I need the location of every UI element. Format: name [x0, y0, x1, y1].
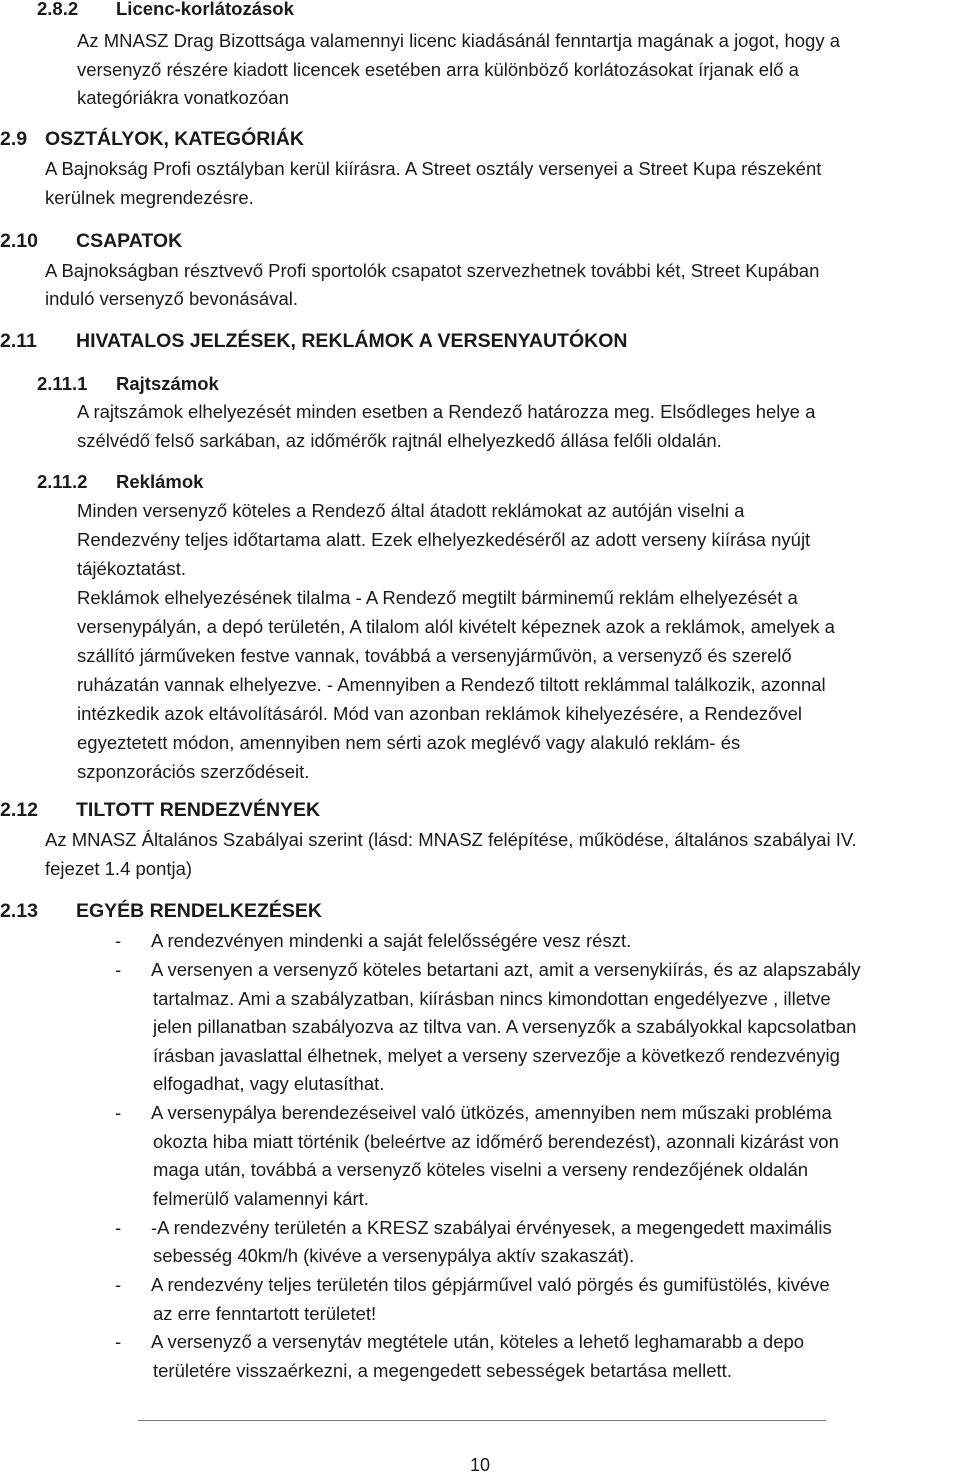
list-item-line: felmerülő valamennyi kárt. [153, 1188, 369, 1209]
paragraph-line: A rajtszámok elhelyezését minden esetben a Rendező határozza meg. Elsődleges helye a [77, 401, 816, 422]
paragraph-line: szponzorációs szerződéseit. [77, 761, 310, 782]
paragraph-line: versenypályán, a depó területén, A tilalom alól kivételt képeznek azok a reklámok, amelyek a [77, 616, 835, 637]
section-2-10-number: 2.10 [0, 230, 38, 252]
list-item-line: maga után, továbbá a versenyző köteles viselni a verseny rendezőjének oldalán [153, 1159, 809, 1180]
bullet-dash: - [115, 1217, 122, 1238]
bullet-dash: - [115, 1274, 122, 1295]
section-2-13-title: EGYÉB RENDELKEZÉSEK [76, 900, 322, 922]
list-item-line: az erre fenntartott területet! [153, 1303, 377, 1324]
list-item-line: okozta hiba miatt történik (beleértve az időmérő berendezést), azonnali kizárást von [153, 1131, 839, 1152]
bullet-dash: - [115, 1331, 122, 1352]
paragraph-line: Az MNASZ Általános Szabályai szerint (lásd: MNASZ felépítése, működése, általános szabályai IV. [45, 829, 857, 850]
section-2-9-title: OSZTÁLYOK, KATEGÓRIÁK [45, 128, 304, 150]
section-2-12-number: 2.12 [0, 799, 38, 821]
section-2-8-2-title: Licenc-korlátozások [116, 0, 294, 19]
section-2-12-title: TILTOTT RENDEZVÉNYEK [76, 799, 321, 821]
list-item-line: A versenypálya berendezéseivel való ütközés, amennyiben nem műszaki probléma [151, 1102, 832, 1123]
list-item-line: A versenyző a versenytáv megtétele után, köteles a lehető leghamarabb a depo [151, 1331, 805, 1352]
section-2-9-number: 2.9 [0, 128, 28, 150]
section-2-11-1-number: 2.11.1 [37, 373, 88, 394]
list-item-line: -A rendezvény területén a KRESZ szabályai érvényesek, a megengedett maximális [151, 1217, 832, 1238]
paragraph-line: Az MNASZ Drag Bizottsága valamennyi licenc kiadásánál fenntartja magának a jogot, hogy a [77, 30, 841, 51]
section-2-11-2-title: Reklámok [116, 471, 204, 492]
section-2-13-number: 2.13 [0, 900, 38, 922]
paragraph-line: kategóriákra vonatkozóan [77, 87, 289, 108]
paragraph-line: A Bajnokság Profi osztályban kerül kiírásra. A Street osztály versenyei a Street Kupa részeként [45, 158, 822, 179]
paragraph-line: Minden versenyző köteles a Rendező által átadott reklámokat az autóján viselni a [77, 500, 745, 521]
list-item-line: sebesség 40km/h (kivéve a versenypálya aktív szakaszát). [153, 1245, 635, 1266]
list-item-line: tartalmaz. Ami a szabályzatban, kiírásban nincs kimondottan engedélyezve , illetve [153, 988, 831, 1009]
paragraph-line: szélvédő felső sarkában, az időmérők rajtnál elhelyezkedő állása felőli oldalán. [77, 430, 722, 451]
section-2-11-number: 2.11 [0, 330, 37, 352]
section-2-10-title: CSAPATOK [76, 230, 183, 252]
paragraph-line: kerülnek megrendezésre. [45, 187, 254, 208]
paragraph-line: A Bajnokságban résztvevő Profi sportolók csapatot szervezhetnek további két, Street Kupában [45, 260, 820, 281]
bullet-dash: - [115, 959, 122, 980]
paragraph-line: szállító járműveken festve vannak, továbbá a versenyjárművön, a versenyző és szerelő [77, 645, 792, 666]
paragraph-line: fejezet 1.4 pontja) [45, 858, 193, 879]
paragraph-line: versenyző részére kiadott licencek esetében arra különböző korlátozásokat írjanak elő a [77, 59, 799, 80]
paragraph-line: Reklámok elhelyezésének tilalma - A Rendező megtilt bárminemű reklám elhelyezését a [77, 587, 798, 608]
list-item-line: jelen pillanatban szabályozva az tiltva van. A versenyzők a szabályokkal kapcsolatban [153, 1016, 857, 1037]
footer-divider [138, 1420, 826, 1421]
list-item-line: A versenyen a versenyző köteles betartani azt, amit a versenykiírás, és az alapszabály [151, 959, 861, 980]
list-item-line: A rendezvény teljes területén tilos gépjárművel való pörgés és gumifüstölés, kivéve [151, 1274, 830, 1295]
page-number: 10 [469, 1455, 491, 1475]
bullet-dash: - [115, 1102, 122, 1123]
paragraph-line: induló versenyző bevonásával. [45, 288, 298, 309]
bullet-dash: - [115, 930, 122, 951]
paragraph-line: tájékoztatást. [77, 558, 187, 579]
section-2-11-1-title: Rajtszámok [116, 373, 219, 394]
list-item-line: területére visszaérkezni, a megengedett sebességek betartása mellett. [153, 1360, 732, 1381]
section-2-11-2-number: 2.11.2 [37, 471, 88, 492]
section-2-8-2-number: 2.8.2 [37, 0, 79, 19]
list-item-line: A rendezvényen mindenki a saját felelősségére vesz részt. [151, 930, 632, 951]
list-item-line: írásban javaslattal élhetnek, melyet a verseny szervezője a következő rendezvényig [153, 1045, 840, 1066]
paragraph-line: Rendezvény teljes időtartama alatt. Ezek elhelyezkedéséről az adott verseny kiírása nyújt [77, 529, 811, 550]
paragraph-line: intézkedik azok eltávolításáról. Mód van azonban reklámok kihelyezésére, a Rendezővel [77, 703, 802, 724]
paragraph-line: ruházatán vannak elhelyezve. - Amennyiben a Rendező tiltott reklámmal találkozik, azonnal [77, 674, 826, 695]
list-item-line: elfogadhat, vagy elutasíthat. [153, 1073, 385, 1094]
section-2-11-title: HIVATALOS JELZÉSEK, REKLÁMOK A VERSENYAUTÓKON [76, 330, 628, 352]
paragraph-line: egyeztetett módon, amennyiben nem sérti azok meglévő vagy alakuló reklám- és [77, 732, 741, 753]
